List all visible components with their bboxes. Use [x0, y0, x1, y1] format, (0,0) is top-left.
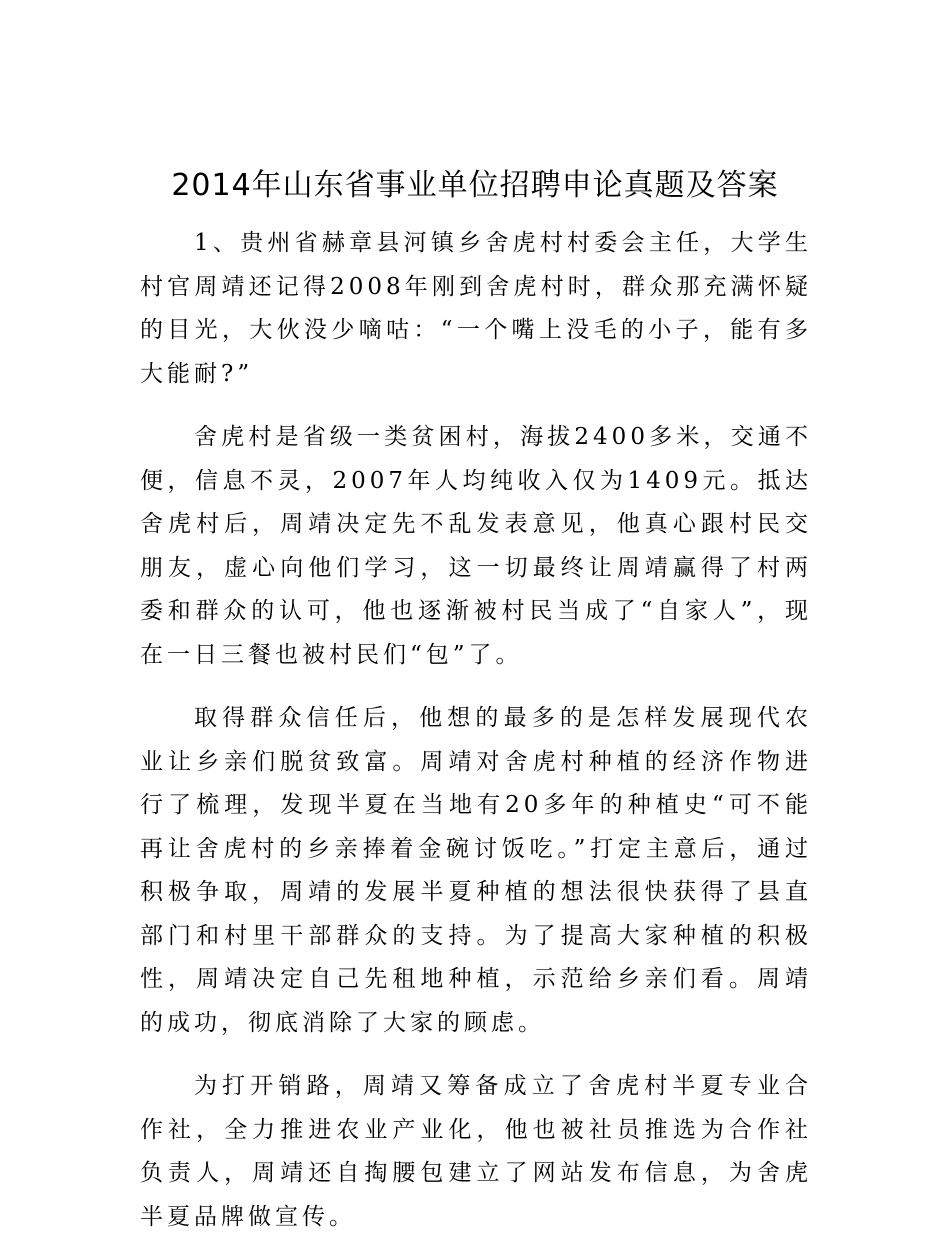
paragraph-2: 舍虎村是省级一类贫困村，海拔2400多米，交通不便，信息不灵，2007年人均纯收入仅为1409元。抵达舍虎村后，周靖决定先不乱发表意见，他真心跟村民交朋友，虚心向他们学习，这一切最终让周靖赢得了村两委和群众的认可，他也逐渐被村民当成了“自家人”，现在一日三餐也被村民们“包”了。 — [140, 424, 812, 668]
document-title: 2014年山东省事业单位招聘申论真题及答案 — [171, 168, 779, 203]
document-body — [140, 222, 812, 1259]
paragraph-1: 1、贵州省赫章县河镇乡舍虎村村委会主任，大学生村官周靖还记得2008年刚到舍虎村时，群众那充满怀疑的目光，大伙没少嘀咕：“一个嘴上没毛的小子，能有多大能耐?” — [140, 230, 812, 387]
paragraph-3: 取得群众信任后，他想的最多的是怎样发展现代农业让乡亲们脱贫致富。周靖对舍虎村种植的经济作物进行了梳理，发现半夏在当地有20多年的种植史“可不能再让舍虎村的乡亲捧着金碗讨饭吃。”打定主意后，通过积极争取，周靖的发展半夏种植的想法很快获得了县直部门和村里干部群众的支持。为了提高大家种植的积极性，周靖决定自己先租地种植，示范给乡亲们看。周靖的成功，彻底消除了大家的顾虑。 — [140, 705, 812, 1036]
paragraph-4: 为打开销路，周靖又筹备成立了舍虎村半夏专业合作社，全力推进农业产业化，他也被社员推选为合作社负责人，周靖还自掏腰包建立了网站发布信息，为舍虎半夏品牌做宣传。 — [140, 1073, 812, 1230]
